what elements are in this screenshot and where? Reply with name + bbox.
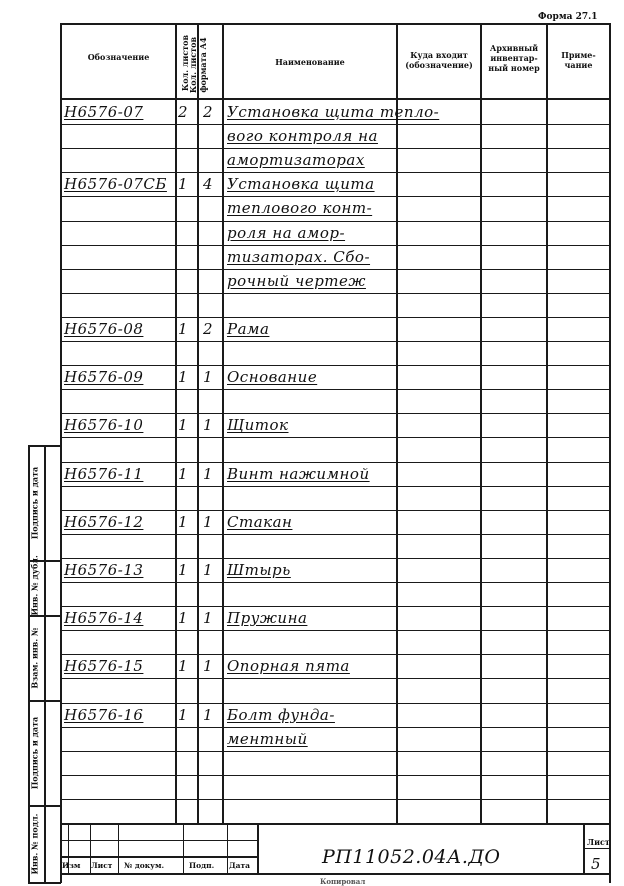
- titleblock-bottom: [60, 873, 611, 875]
- row-line: [62, 703, 609, 704]
- row-line: [62, 221, 609, 222]
- side-label-vzam-inv: Взам. инв. №: [29, 627, 40, 689]
- side-panel-bottom: [28, 882, 61, 884]
- side-label-sign-date-2: Подпись и дата: [29, 716, 40, 790]
- form-label: Форма 27.1: [538, 12, 598, 22]
- frame-left: [60, 23, 62, 883]
- row-designation: Н6576-14: [64, 609, 144, 628]
- row-line: [62, 293, 609, 294]
- row-sheets-a4: 4: [203, 175, 214, 194]
- row-name-line: вого контроля на: [227, 127, 378, 146]
- row-designation: Н6576-10: [64, 416, 144, 435]
- row-sheets: 1: [178, 512, 189, 531]
- tb-col-6: [257, 823, 259, 873]
- row-sheets-a4: 1: [203, 464, 214, 483]
- row-sheets: 1: [178, 175, 189, 194]
- row-line: [62, 196, 609, 197]
- row-name-line: амортизаторах: [227, 151, 365, 170]
- side-label-inv-dubl: Инв. № дубл.: [29, 555, 40, 616]
- row-sheets-a4: 1: [203, 609, 214, 628]
- row-name-line: Опорная пята: [227, 657, 350, 676]
- row-line: [62, 389, 609, 390]
- row-sheets-a4: 1: [203, 657, 214, 676]
- row-designation: Н6576-12: [64, 512, 144, 531]
- row-line: [62, 124, 609, 125]
- row-designation: Н6576-11: [64, 464, 144, 483]
- row-designation: Н6576-15: [64, 657, 144, 676]
- header-archive: Архивный инвентар-ный номер: [488, 43, 540, 73]
- row-sheets: 1: [178, 464, 189, 483]
- row-line: [62, 799, 609, 800]
- tb-col-4: [183, 823, 184, 873]
- header-designation: Обозначение: [87, 52, 150, 62]
- row-designation: Н6576-16: [64, 705, 144, 724]
- tb-col-3: [118, 823, 119, 873]
- tb-izm: Изм: [62, 861, 81, 870]
- row-line: [62, 148, 609, 149]
- row-name-line: Основание: [227, 368, 318, 387]
- tb-sheet-label: Лист: [587, 837, 610, 847]
- row-line: [62, 654, 609, 655]
- row-name-line: рочный чертеж: [227, 271, 366, 290]
- tb-doc-no: № докум.: [124, 861, 165, 870]
- row-line: [62, 510, 609, 511]
- row-sheets: 1: [178, 705, 189, 724]
- header-bottom: [60, 98, 611, 100]
- header-sheets-a4: Кол. листов формата А4: [188, 36, 208, 94]
- row-sheets: 2: [178, 103, 189, 121]
- row-name-line: теплового конт-: [227, 199, 373, 218]
- header-sheets: Кол. листов: [180, 34, 190, 92]
- frame-right: [609, 23, 611, 883]
- row-designation: Н6576-07: [64, 103, 144, 121]
- header-name: Наименование: [275, 57, 345, 67]
- row-name-line: Установка щита тепло-: [227, 103, 440, 121]
- row-line: [62, 413, 609, 414]
- row-name-line: Установка щита: [227, 175, 375, 194]
- row-sheets-a4: 1: [203, 705, 214, 724]
- side-label-sign-date-1: Подпись и дата: [29, 466, 40, 540]
- row-name-line: Щиток: [227, 416, 289, 435]
- row-line: [62, 727, 609, 728]
- row-sheets: 1: [178, 560, 189, 579]
- row-line: [62, 558, 609, 559]
- row-line: [62, 341, 609, 342]
- row-designation: Н6576-09: [64, 368, 144, 387]
- row-name-line: Болт фунда-: [227, 705, 335, 724]
- row-line: [62, 172, 609, 173]
- tb-list: Лист: [91, 861, 113, 870]
- row-line: [62, 606, 609, 607]
- row-line: [62, 751, 609, 752]
- row-name-line: Штырь: [227, 560, 291, 579]
- tb-sign: Подп.: [189, 861, 215, 870]
- row-designation: Н6576-08: [64, 319, 144, 338]
- row-line: [62, 317, 609, 318]
- row-sheets-a4: 2: [203, 103, 214, 121]
- row-sheets: 1: [178, 416, 189, 435]
- tb-date: Дата: [229, 861, 251, 870]
- row-sheets: 1: [178, 368, 189, 387]
- row-line: [62, 269, 609, 270]
- row-name-line: роля на амор-: [227, 223, 346, 242]
- row-name-line: Пружина: [227, 609, 308, 628]
- frame-top: [60, 23, 611, 25]
- row-sheets: 1: [178, 319, 189, 338]
- side-label-inv-podl: Инв. № подл.: [29, 813, 40, 875]
- footer-copied: Копировал: [320, 877, 366, 886]
- row-line: [62, 437, 609, 438]
- tb-document-code: РП11052.04А.ДО: [322, 846, 501, 868]
- row-name-line: Винт нажимной: [227, 464, 370, 483]
- row-sheets: 1: [178, 609, 189, 628]
- row-designation: Н6576-13: [64, 560, 144, 579]
- header-note: Приме-чание: [561, 50, 596, 70]
- row-sheets: 1: [178, 657, 189, 676]
- header-where-used: Куда входит (обозначение): [405, 50, 473, 70]
- side-panel-mid: [44, 445, 46, 883]
- row-line: [62, 245, 609, 246]
- row-sheets-a4: 1: [203, 560, 214, 579]
- row-line: [62, 582, 609, 583]
- row-name-line: ментный: [227, 729, 308, 748]
- row-line: [62, 534, 609, 535]
- tb-col-5: [227, 823, 228, 873]
- row-line: [62, 486, 609, 487]
- row-line: [62, 462, 609, 463]
- row-line: [62, 630, 609, 631]
- titleblock-top: [60, 823, 611, 825]
- row-name-line: тизаторах. Сбо-: [227, 247, 371, 266]
- tb-sheet-div: [583, 848, 610, 849]
- row-sheets-a4: 2: [203, 319, 214, 338]
- row-designation: Н6576-07СБ: [64, 175, 167, 194]
- tb-sheet-number: 5: [591, 855, 602, 873]
- row-sheets-a4: 1: [203, 416, 214, 435]
- row-line: [62, 775, 609, 776]
- row-sheets-a4: 1: [203, 368, 214, 387]
- row-name-line: Стакан: [227, 512, 293, 531]
- row-line: [62, 678, 609, 679]
- row-line: [62, 365, 609, 366]
- row-name-line: Рама: [227, 319, 270, 338]
- row-sheets-a4: 1: [203, 512, 214, 531]
